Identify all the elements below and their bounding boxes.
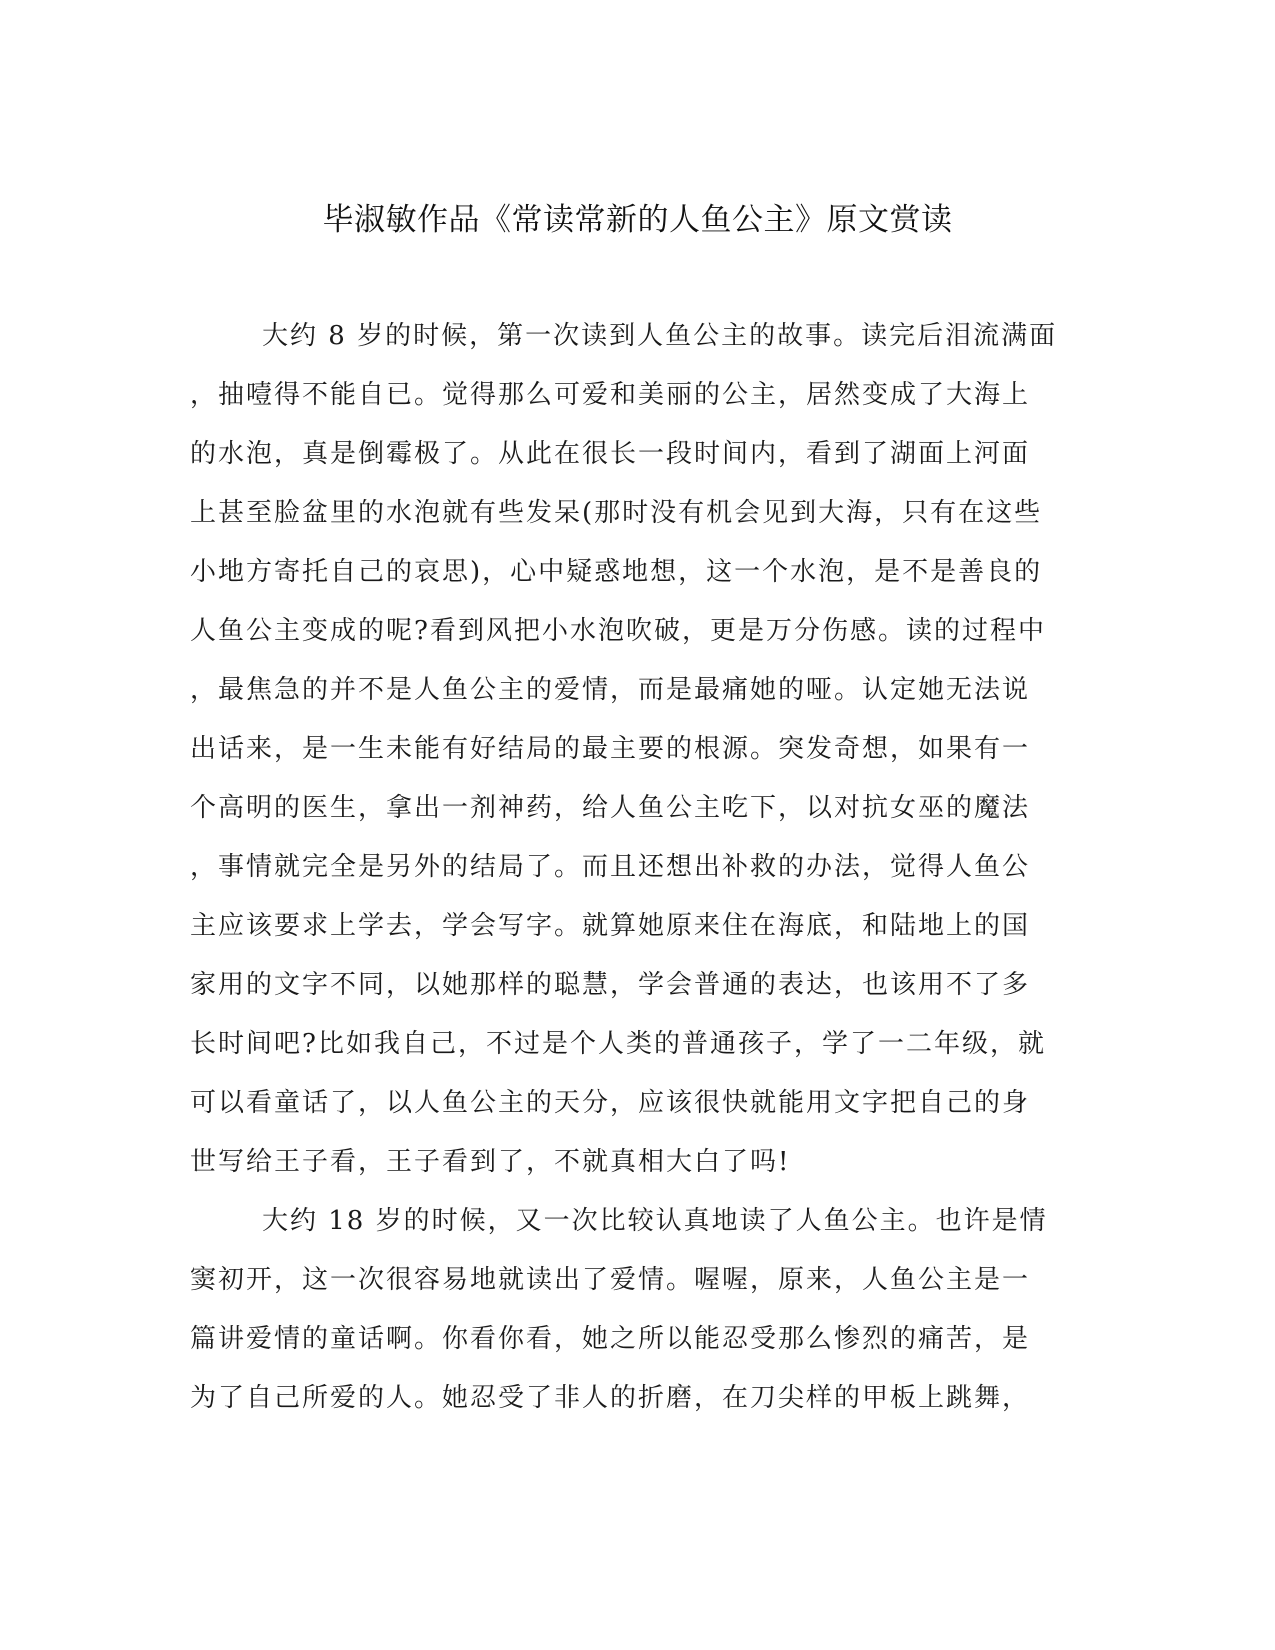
paragraph-1-line-9: 个高明的医生，拿出一剂神药，给人鱼公主吃下，以对抗女巫的魔法	[190, 793, 1031, 823]
paragraph-1-line-5: 小地方寄托自己的哀思)，心中疑惑地想，这一个水泡，是不是善良的	[190, 557, 1043, 587]
paragraph-1-line-8: 出话来，是一生未能有好结局的最主要的根源。突发奇想，如果有一	[190, 734, 1031, 764]
paragraph-1-line-10: ，事情就完全是另外的结局了。而且还想出补救的办法，觉得人鱼公	[190, 852, 1031, 882]
paragraph-1-line-14: 可以看童话了，以人鱼公主的天分，应该很快就能用文字把自己的身	[190, 1088, 1031, 1118]
paragraph-1-line-4: 上甚至脸盆里的水泡就有些发呆(那时没有机会见到大海，只有在这些	[190, 498, 1043, 528]
paragraph-1-line-13: 长时间吧?比如我自己，不过是个人类的普通孩子，学了一二年级，就	[190, 1029, 1046, 1059]
paragraph-2-line-3: 篇讲爱情的童话啊。你看你看，她之所以能忍受那么惨烈的痛苦，是	[190, 1324, 1031, 1354]
document-title: 毕淑敏作品《常读常新的人鱼公主》原文赏读	[322, 202, 953, 238]
paragraph-1-line-6: 人鱼公主变成的呢?看到风把小水泡吹破，更是万分伤感。读的过程中	[190, 616, 1046, 646]
paragraph-1-line-3: 的水泡，真是倒霉极了。从此在很长一段时间内，看到了湖面上河面	[190, 439, 1031, 469]
paragraph-1-line-11: 主应该要求上学去，学会写字。就算她原来住在海底，和陆地上的国	[190, 911, 1031, 941]
paragraph-1-line-1: 大约 8 岁的时候，第一次读到人鱼公主的故事。读完后泪流满面	[262, 321, 1058, 351]
paragraph-1-line-7: ，最焦急的并不是人鱼公主的爱情，而是最痛她的哑。认定她无法说	[190, 675, 1031, 705]
paragraph-1-line-2: ，抽噎得不能自已。觉得那么可爱和美丽的公主，居然变成了大海上	[190, 380, 1031, 410]
paragraph-2-line-2: 窦初开，这一次很容易地就读出了爱情。喔喔，原来，人鱼公主是一	[190, 1265, 1031, 1295]
paragraph-1-line-12: 家用的文字不同，以她那样的聪慧，学会普通的表达，也该用不了多	[190, 970, 1031, 1000]
paragraph-2-line-1: 大约 18 岁的时候，又一次比较认真地读了人鱼公主。也许是情	[262, 1206, 1048, 1236]
paragraph-2-line-4: 为了自己所爱的人。她忍受了非人的折磨，在刀尖样的甲板上跳舞，	[190, 1383, 1031, 1413]
paragraph-1-line-15: 世写给王子看，王子看到了，不就真相大白了吗!	[190, 1147, 791, 1177]
